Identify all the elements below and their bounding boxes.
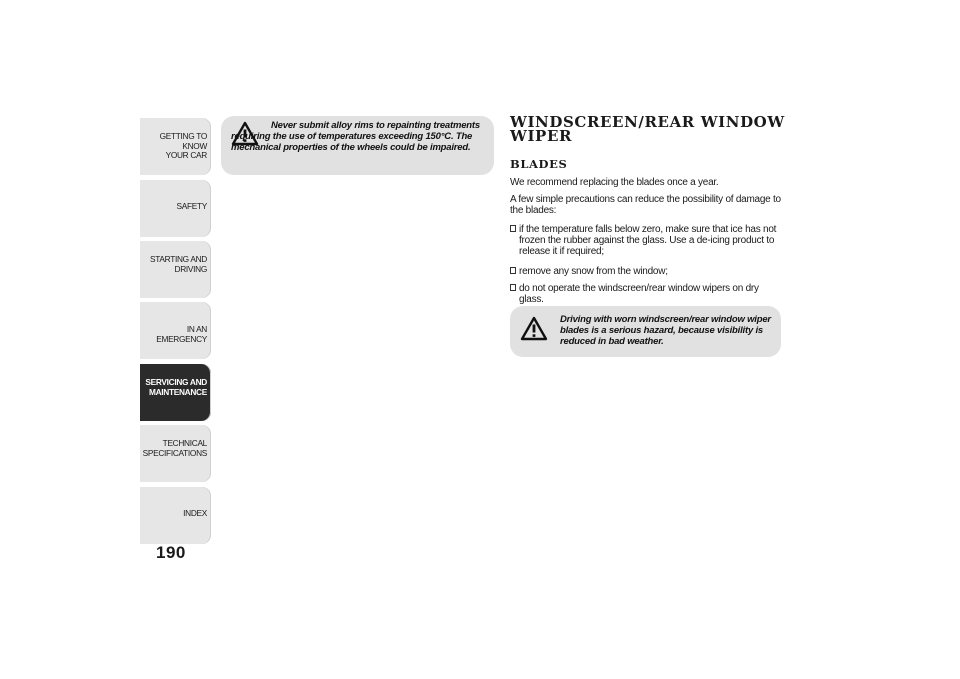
wiper-blades-warning — [510, 306, 781, 357]
tab-label: GETTING TO KNOW YOUR CAR — [159, 131, 207, 160]
checkbox-bullet-icon — [510, 225, 516, 232]
tab-servicing-and-maintenance[interactable] — [140, 364, 211, 421]
tab-label: IN AN EMERGENCY — [156, 324, 207, 344]
paragraph: A few simple precautions can reduce the possibility of damage to the blades: — [510, 194, 781, 216]
list-item — [510, 283, 784, 305]
tab-label: SAFETY — [176, 201, 207, 211]
tab-technical-specifications[interactable] — [140, 425, 211, 482]
checkbox-bullet-icon — [510, 284, 516, 291]
tab-label: INDEX — [183, 508, 207, 518]
tab-safety[interactable] — [140, 180, 211, 237]
paragraph: We recommend replacing the blades once a year. — [510, 177, 719, 188]
list-item-text: if the temperature falls below zero, make sure that ice has not frozen the rubber against the glass. Use a de-icing product to release it if required; — [519, 224, 777, 257]
warning-text: Driving with worn windscreen/rear window wiper blades is a serious hazard, because visibility is reduced in bad weather. — [560, 314, 771, 348]
list-item-text: do not operate the windscreen/rear window wipers on dry glass. — [519, 283, 759, 305]
list-item — [510, 224, 784, 257]
section-title: WINDSCREEN/REAR WINDOW WIPER — [510, 113, 785, 145]
warning-text: Never submit alloy rims to repainting treatments requiring the use of temperatures exceeding 150°C. The mechanical properties of the wheels could be impaired. — [231, 120, 480, 154]
tab-index[interactable] — [140, 487, 211, 544]
checkbox-bullet-icon — [510, 267, 516, 274]
tab-label: STARTING AND DRIVING — [150, 254, 207, 274]
page-number: 190 — [156, 543, 186, 562]
tab-in-an-emergency[interactable] — [140, 302, 211, 359]
list-item-text: remove any snow from the window; — [519, 266, 668, 277]
tab-label: TECHNICAL SPECIFICATIONS — [142, 438, 207, 458]
tab-label: SERVICING AND MAINTENANCE — [145, 377, 207, 397]
section-subtitle: BLADES — [510, 157, 568, 171]
list-item — [510, 266, 784, 277]
tab-starting-and-driving[interactable] — [140, 241, 211, 298]
warning-triangle-icon — [520, 316, 548, 341]
alloy-rims-warning — [221, 116, 494, 175]
tab-getting-to-know-your-car[interactable] — [140, 118, 211, 175]
